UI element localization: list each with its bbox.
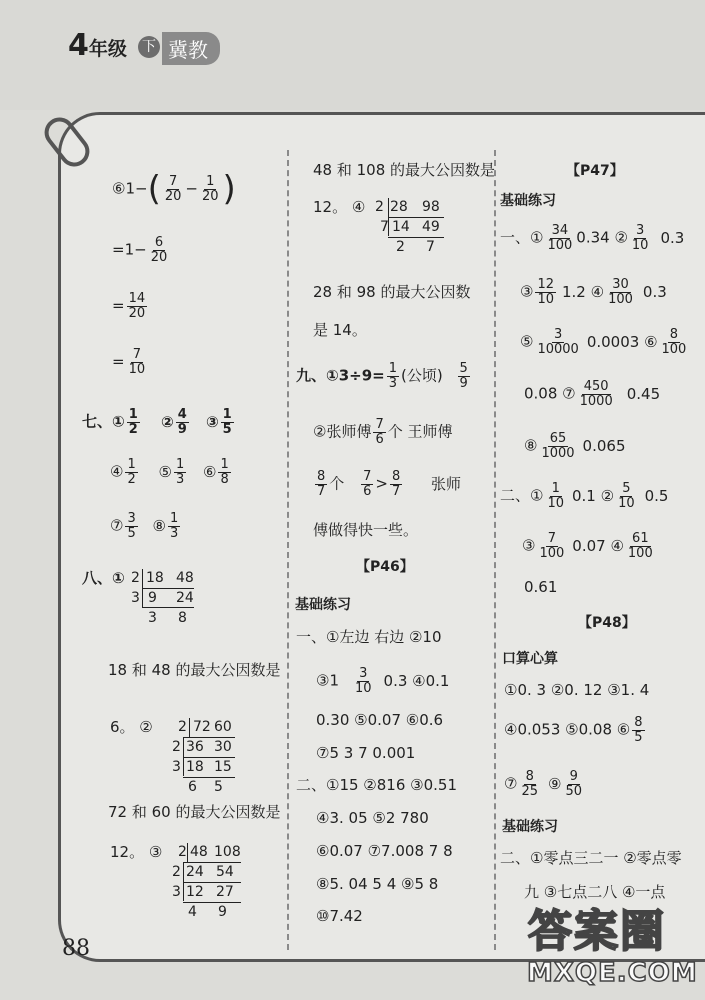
answer-line: 一、①左边 右边 ②10 [296, 628, 442, 646]
section-heading: 基础练习 [295, 597, 351, 613]
section-heading: 口算心算 [502, 651, 558, 667]
publisher-label: 冀教 [162, 32, 220, 65]
page-number: 88 [62, 936, 90, 961]
answer-line: $\frac{8}{7}$ 个 $\frac{7}{6}$ > $\frac{8}{7}$ 张师 [317, 469, 462, 499]
watermark-logo: 答案圈 [528, 906, 666, 957]
answer-line: 72 和 60 的最大公因数是 [108, 803, 281, 821]
watermark-url: MXQE.COM [527, 958, 698, 988]
answer-line: ⑧5. 04 5 4 ⑨5 8 [316, 875, 439, 893]
answer-line: 6。 ② [110, 718, 153, 736]
answer-line: 28 和 98 的最大公因数 [313, 283, 471, 301]
answer-line: = $\frac{7}{10}$ [112, 347, 146, 377]
answer-line: ⑧ $\frac{65}{1000}$ 0.065 [524, 431, 626, 461]
answer-line: 一、① $\frac{34}{100}$ 0.34 ② $\frac{3}{10}$ 0.3 [500, 223, 685, 253]
grade-label: 4年级 [68, 28, 127, 63]
answer-line: 48 和 108 的最大公因数是 [313, 161, 496, 179]
answer-line: 18 和 48 的最大公因数是 [108, 661, 281, 679]
page-ref-heading: 【P48】 [578, 615, 636, 631]
answer-line: 九、①3÷9= $\frac{1}{3}$ (公顷) $\frac{5}{9}$ [296, 361, 468, 391]
answer-line: ①0. 3 ②0. 12 ③1. 4 [504, 681, 650, 699]
answer-line: 傅做得快一些。 [313, 521, 419, 539]
answer-line: =1− $\frac{6}{20}$ [112, 235, 168, 265]
answer-line: ③1 $\frac{3}{10}$ 0.3 ④0.1 [316, 666, 450, 696]
answer-line: 二、① $\frac{1}{10}$ 0.1 ② $\frac{5}{10}$ 0.5 [500, 481, 669, 511]
answer-line: ⑦ $\frac{8}{25}$ ⑨ $\frac{9}{50}$ [504, 769, 582, 799]
page-ref-heading: 【P46】 [356, 559, 414, 575]
answer-line: 二、①零点三二一 ②零点零 [500, 849, 682, 867]
answer-line: ⑩7.42 [316, 907, 363, 925]
answer-line: ④0.053 ⑤0.08 ⑥ $\frac{8}{5}$ [504, 715, 643, 745]
answer-line: 八、① [82, 569, 125, 587]
answer-line: ④3. 05 ⑤2 780 [316, 809, 429, 827]
answer-line: ③ $\frac{12}{10}$ 1.2 ④ $\frac{30}{100}$ 0.3 [520, 277, 667, 307]
answer-line: ③ $\frac{7}{100}$ 0.07 ④ $\frac{61}{100}$ [522, 531, 653, 561]
answer-line: ②张师傅 $\frac{7}{6}$ 个 王师傅 [313, 417, 453, 447]
answer-line: 九 ③七点二八 ④一点 [524, 883, 666, 901]
page-header [0, 0, 705, 110]
term-badge: 下 [138, 36, 160, 58]
column-divider [287, 150, 289, 950]
answer-line: ⑥0.07 ⑦7.008 7 8 [316, 842, 453, 860]
section-heading: 基础练习 [502, 819, 558, 835]
answer-line: 0.61 [524, 578, 558, 596]
answer-line: 是 14。 [313, 321, 367, 339]
answer-line: 0.30 ⑤0.07 ⑥0.6 [316, 711, 444, 729]
answer-line: 二、①15 ②816 ③0.51 [296, 776, 457, 794]
answer-line: 12。 ③ [110, 843, 163, 861]
page-ref-heading: 【P47】 [566, 163, 624, 179]
answer-line: 0.08 ⑦ $\frac{450}{1000}$ 0.45 [524, 379, 661, 409]
answer-line: 七、① $\frac{1}{2}$ ② $\frac{4}{9}$ ③ $\frac{1}{5}$ [82, 407, 232, 437]
answer-line: 12。 ④ [313, 198, 366, 216]
answer-line: ⑥1−( $\frac{7}{20}$ − $\frac{1}{20}$ ) [112, 169, 236, 210]
answer-line: ⑤ $\frac{3}{10000}$ 0.0003 ⑥ $\frac{8}{100}$ [520, 327, 687, 357]
answer-line: ⑦5 3 7 0.001 [316, 744, 416, 762]
column-divider [494, 150, 496, 950]
answer-line: ④ $\frac{1}{2}$ ⑤ $\frac{1}{3}$ ⑥ $\frac{1}{8}$ [110, 457, 229, 487]
section-heading: 基础练习 [500, 193, 556, 209]
answer-line: = $\frac{14}{20}$ [112, 291, 146, 321]
answer-line: ⑦ $\frac{3}{5}$ ⑧ $\frac{1}{3}$ [110, 511, 179, 541]
